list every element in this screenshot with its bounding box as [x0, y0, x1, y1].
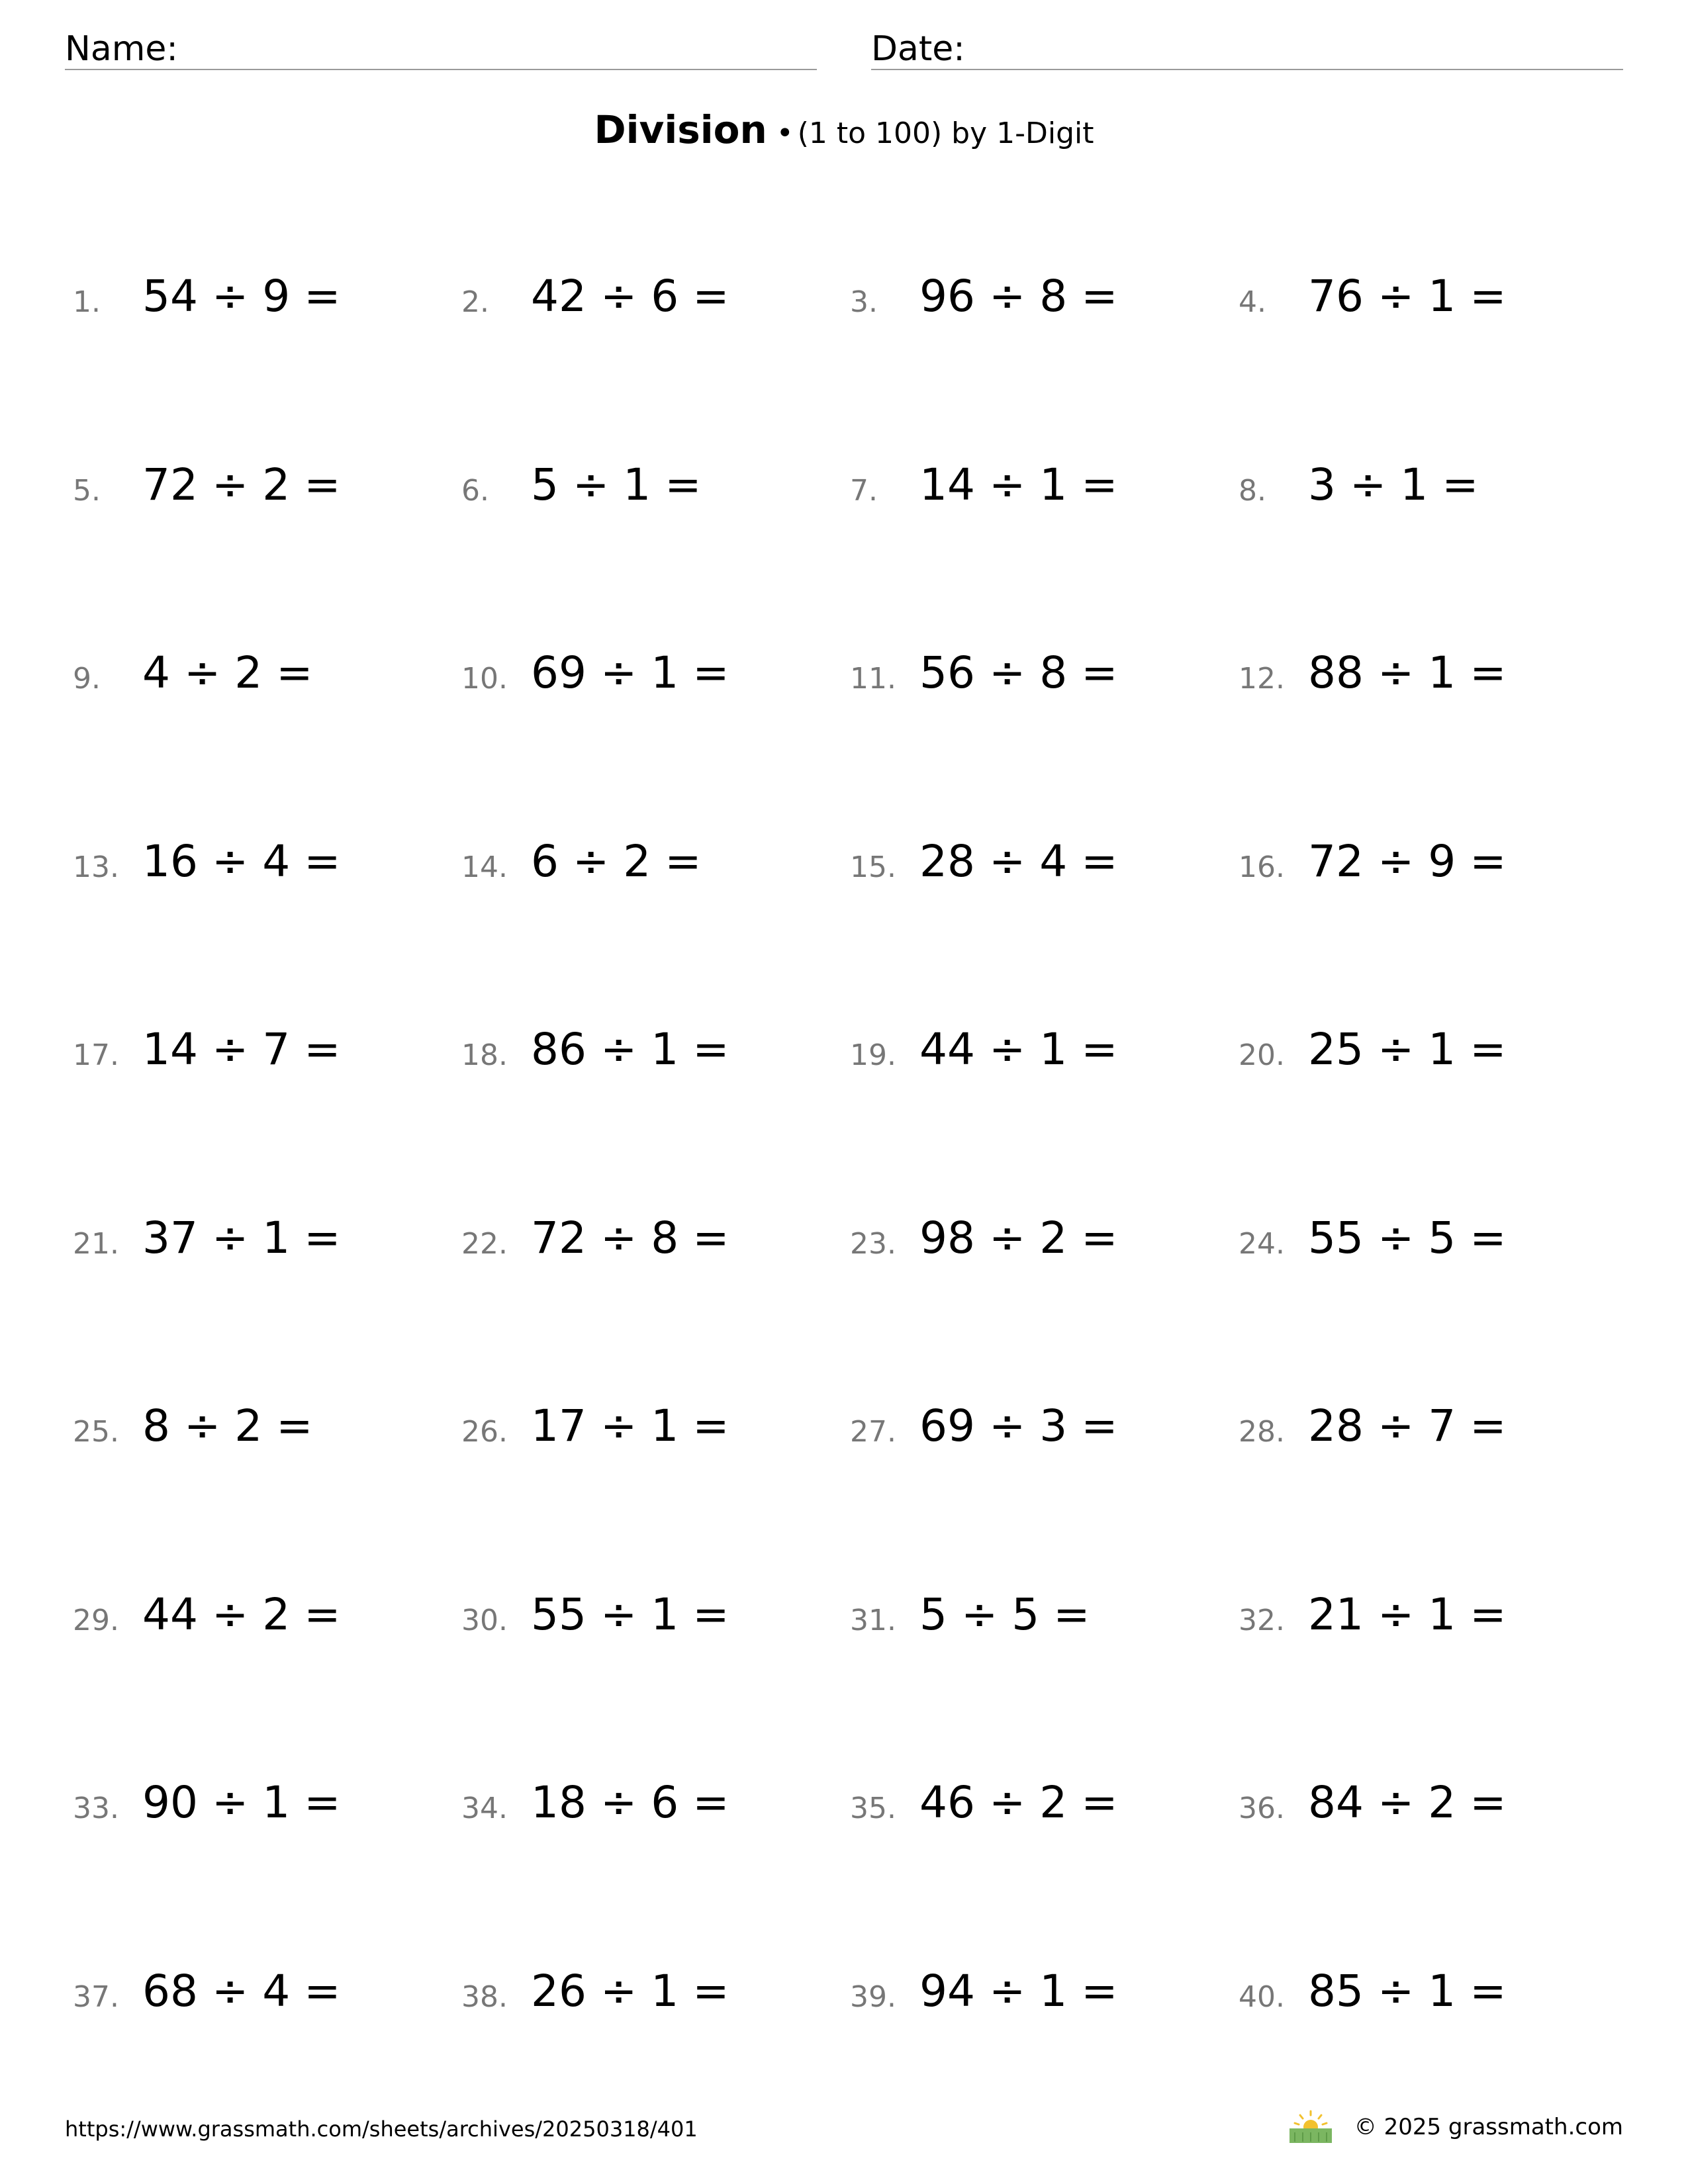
- problem-number: 9.: [73, 662, 101, 696]
- problem-expression: 14 ÷ 7 =: [142, 1024, 341, 1075]
- problem-number: 40.: [1239, 1979, 1285, 2014]
- title-bullet: •: [776, 116, 794, 150]
- problem-expression: 72 ÷ 9 =: [1308, 835, 1507, 887]
- problem-expression: 18 ÷ 6 =: [531, 1777, 729, 1828]
- date-field[interactable]: [871, 26, 1623, 70]
- problem-expression: 54 ÷ 9 =: [142, 271, 341, 322]
- problem-item: [850, 257, 1234, 330]
- problem-item: [461, 1763, 845, 1836]
- problem-number: 38.: [461, 1979, 508, 2014]
- problem-expression: 17 ÷ 1 =: [531, 1400, 729, 1451]
- problem-item: [73, 1952, 457, 2025]
- problem-number: 33.: [73, 1792, 119, 1825]
- problem-expression: 84 ÷ 2 =: [1308, 1777, 1507, 1828]
- problem-item: [461, 445, 845, 518]
- problem-number: 30.: [461, 1603, 508, 1637]
- problem-expression: 90 ÷ 1 =: [142, 1777, 341, 1828]
- problem-item: [73, 1010, 457, 1083]
- problem-number: 29.: [73, 1603, 119, 1637]
- problem-expression: 98 ÷ 2 =: [919, 1212, 1118, 1263]
- problem-item: [850, 1199, 1234, 1271]
- problem-expression: 5 ÷ 1 =: [531, 459, 702, 510]
- problem-number: 5.: [73, 473, 101, 508]
- problem-expression: 44 ÷ 2 =: [142, 1588, 341, 1640]
- title-subtitle: (1 to 100) by 1-Digit: [797, 116, 1094, 150]
- problem-item: [461, 633, 845, 706]
- problem-number: 6.: [461, 473, 489, 508]
- problem-expression: 94 ÷ 1 =: [919, 1965, 1118, 2017]
- problem-item: [73, 445, 457, 518]
- problem-number: 26.: [461, 1415, 508, 1449]
- problem-number: 11.: [850, 662, 896, 696]
- problem-item: [850, 822, 1234, 895]
- problem-item: [850, 1010, 1234, 1083]
- problem-number: 24.: [1239, 1226, 1285, 1261]
- problem-expression: 46 ÷ 2 =: [919, 1777, 1118, 1828]
- problem-number: 19.: [850, 1038, 896, 1072]
- worksheet-title: [0, 107, 1688, 152]
- problem-item: [461, 257, 845, 330]
- problem-expression: 4 ÷ 2 =: [142, 647, 313, 698]
- problem-item: [850, 1575, 1234, 1648]
- problem-expression: 26 ÷ 1 =: [531, 1965, 729, 2017]
- problem-number: 8.: [1239, 473, 1266, 508]
- problem-item: [461, 1010, 845, 1083]
- problem-number: 20.: [1239, 1038, 1285, 1072]
- problem-item: [1239, 633, 1622, 706]
- problem-item: [73, 1575, 457, 1648]
- problem-expression: 76 ÷ 1 =: [1308, 271, 1507, 322]
- problem-number: 22.: [461, 1226, 508, 1261]
- problem-expression: 42 ÷ 6 =: [531, 271, 729, 322]
- problem-number: 7.: [850, 473, 878, 508]
- problem-item: [73, 822, 457, 895]
- problem-number: 15.: [850, 850, 896, 884]
- problem-item: [461, 1952, 845, 2025]
- problem-number: 18.: [461, 1038, 508, 1072]
- problem-number: 3.: [850, 285, 878, 319]
- problem-number: 28.: [1239, 1415, 1285, 1449]
- problem-item: [1239, 445, 1622, 518]
- problem-number: 37.: [73, 1979, 119, 2014]
- problem-item: [850, 1763, 1234, 1836]
- problem-expression: 28 ÷ 4 =: [919, 835, 1118, 887]
- problem-number: 4.: [1239, 285, 1266, 319]
- problem-item: [461, 1199, 845, 1271]
- problem-expression: 55 ÷ 1 =: [531, 1588, 729, 1640]
- problem-number: 10.: [461, 662, 508, 696]
- name-label: Name:: [65, 29, 178, 69]
- problem-item: [1239, 257, 1622, 330]
- problem-expression: 44 ÷ 1 =: [919, 1024, 1118, 1075]
- problem-item: [1239, 1763, 1622, 1836]
- problem-item: [1239, 1199, 1622, 1271]
- problem-expression: 6 ÷ 2 =: [531, 835, 702, 887]
- problem-expression: 72 ÷ 2 =: [142, 459, 341, 510]
- problem-item: [73, 633, 457, 706]
- problem-grid: [73, 257, 1622, 2136]
- problem-number: 27.: [850, 1415, 896, 1449]
- problem-expression: 86 ÷ 1 =: [531, 1024, 729, 1075]
- problem-expression: 25 ÷ 1 =: [1308, 1024, 1507, 1075]
- problem-item: [1239, 1952, 1622, 2025]
- problem-item: [1239, 1010, 1622, 1083]
- problem-expression: 68 ÷ 4 =: [142, 1965, 341, 2017]
- problem-expression: 28 ÷ 7 =: [1308, 1400, 1507, 1451]
- problem-number: 23.: [850, 1226, 896, 1261]
- problem-number: 39.: [850, 1979, 896, 2014]
- problem-item: [461, 822, 845, 895]
- problem-item: [850, 633, 1234, 706]
- problem-expression: 3 ÷ 1 =: [1308, 459, 1479, 510]
- problem-number: 12.: [1239, 662, 1285, 696]
- problem-expression: 88 ÷ 1 =: [1308, 647, 1507, 698]
- problem-expression: 72 ÷ 8 =: [531, 1212, 729, 1263]
- problem-number: 16.: [1239, 850, 1285, 884]
- problem-item: [73, 1199, 457, 1271]
- problem-item: [73, 1763, 457, 1836]
- problem-item: [1239, 1387, 1622, 1459]
- problem-number: 13.: [73, 850, 119, 884]
- sun-over-grass-icon: [1287, 2110, 1335, 2144]
- footer-url[interactable]: https://www.grassmath.com/sheets/archives/20250318/401: [65, 2116, 698, 2142]
- problem-expression: 69 ÷ 1 =: [531, 647, 729, 698]
- problem-expression: 8 ÷ 2 =: [142, 1400, 313, 1451]
- problem-number: 31.: [850, 1603, 896, 1637]
- problem-expression: 16 ÷ 4 =: [142, 835, 341, 887]
- problem-item: [461, 1575, 845, 1648]
- title-main: Division: [594, 107, 767, 152]
- problem-item: [850, 1952, 1234, 2025]
- footer-brand: [1287, 2109, 1623, 2146]
- date-label: Date:: [871, 29, 965, 69]
- problem-item: [73, 1387, 457, 1459]
- problem-expression: 56 ÷ 8 =: [919, 647, 1118, 698]
- problem-number: 36.: [1239, 1792, 1285, 1825]
- problem-expression: 37 ÷ 1 =: [142, 1212, 341, 1263]
- copyright-text: © 2025 grassmath.com: [1354, 2114, 1623, 2140]
- problem-expression: 21 ÷ 1 =: [1308, 1588, 1507, 1640]
- problem-number: 17.: [73, 1038, 119, 1072]
- problem-number: 21.: [73, 1226, 119, 1261]
- problem-expression: 96 ÷ 8 =: [919, 271, 1118, 322]
- problem-item: [850, 445, 1234, 518]
- problem-item: [1239, 822, 1622, 895]
- problem-item: [73, 257, 457, 330]
- problem-expression: 69 ÷ 3 =: [919, 1400, 1118, 1451]
- problem-number: 32.: [1239, 1603, 1285, 1637]
- problem-expression: 14 ÷ 1 =: [919, 459, 1118, 510]
- problem-number: 34.: [461, 1792, 508, 1825]
- problem-expression: 55 ÷ 5 =: [1308, 1212, 1507, 1263]
- problem-number: 14.: [461, 850, 508, 884]
- problem-item: [461, 1387, 845, 1459]
- problem-item: [1239, 1575, 1622, 1648]
- problem-expression: 5 ÷ 5 =: [919, 1588, 1090, 1640]
- problem-number: 2.: [461, 285, 489, 319]
- name-field[interactable]: [65, 26, 817, 70]
- problem-number: 1.: [73, 285, 101, 319]
- problem-item: [850, 1387, 1234, 1459]
- problem-number: 35.: [850, 1792, 896, 1825]
- problem-number: 25.: [73, 1415, 119, 1449]
- problem-expression: 85 ÷ 1 =: [1308, 1965, 1507, 2017]
